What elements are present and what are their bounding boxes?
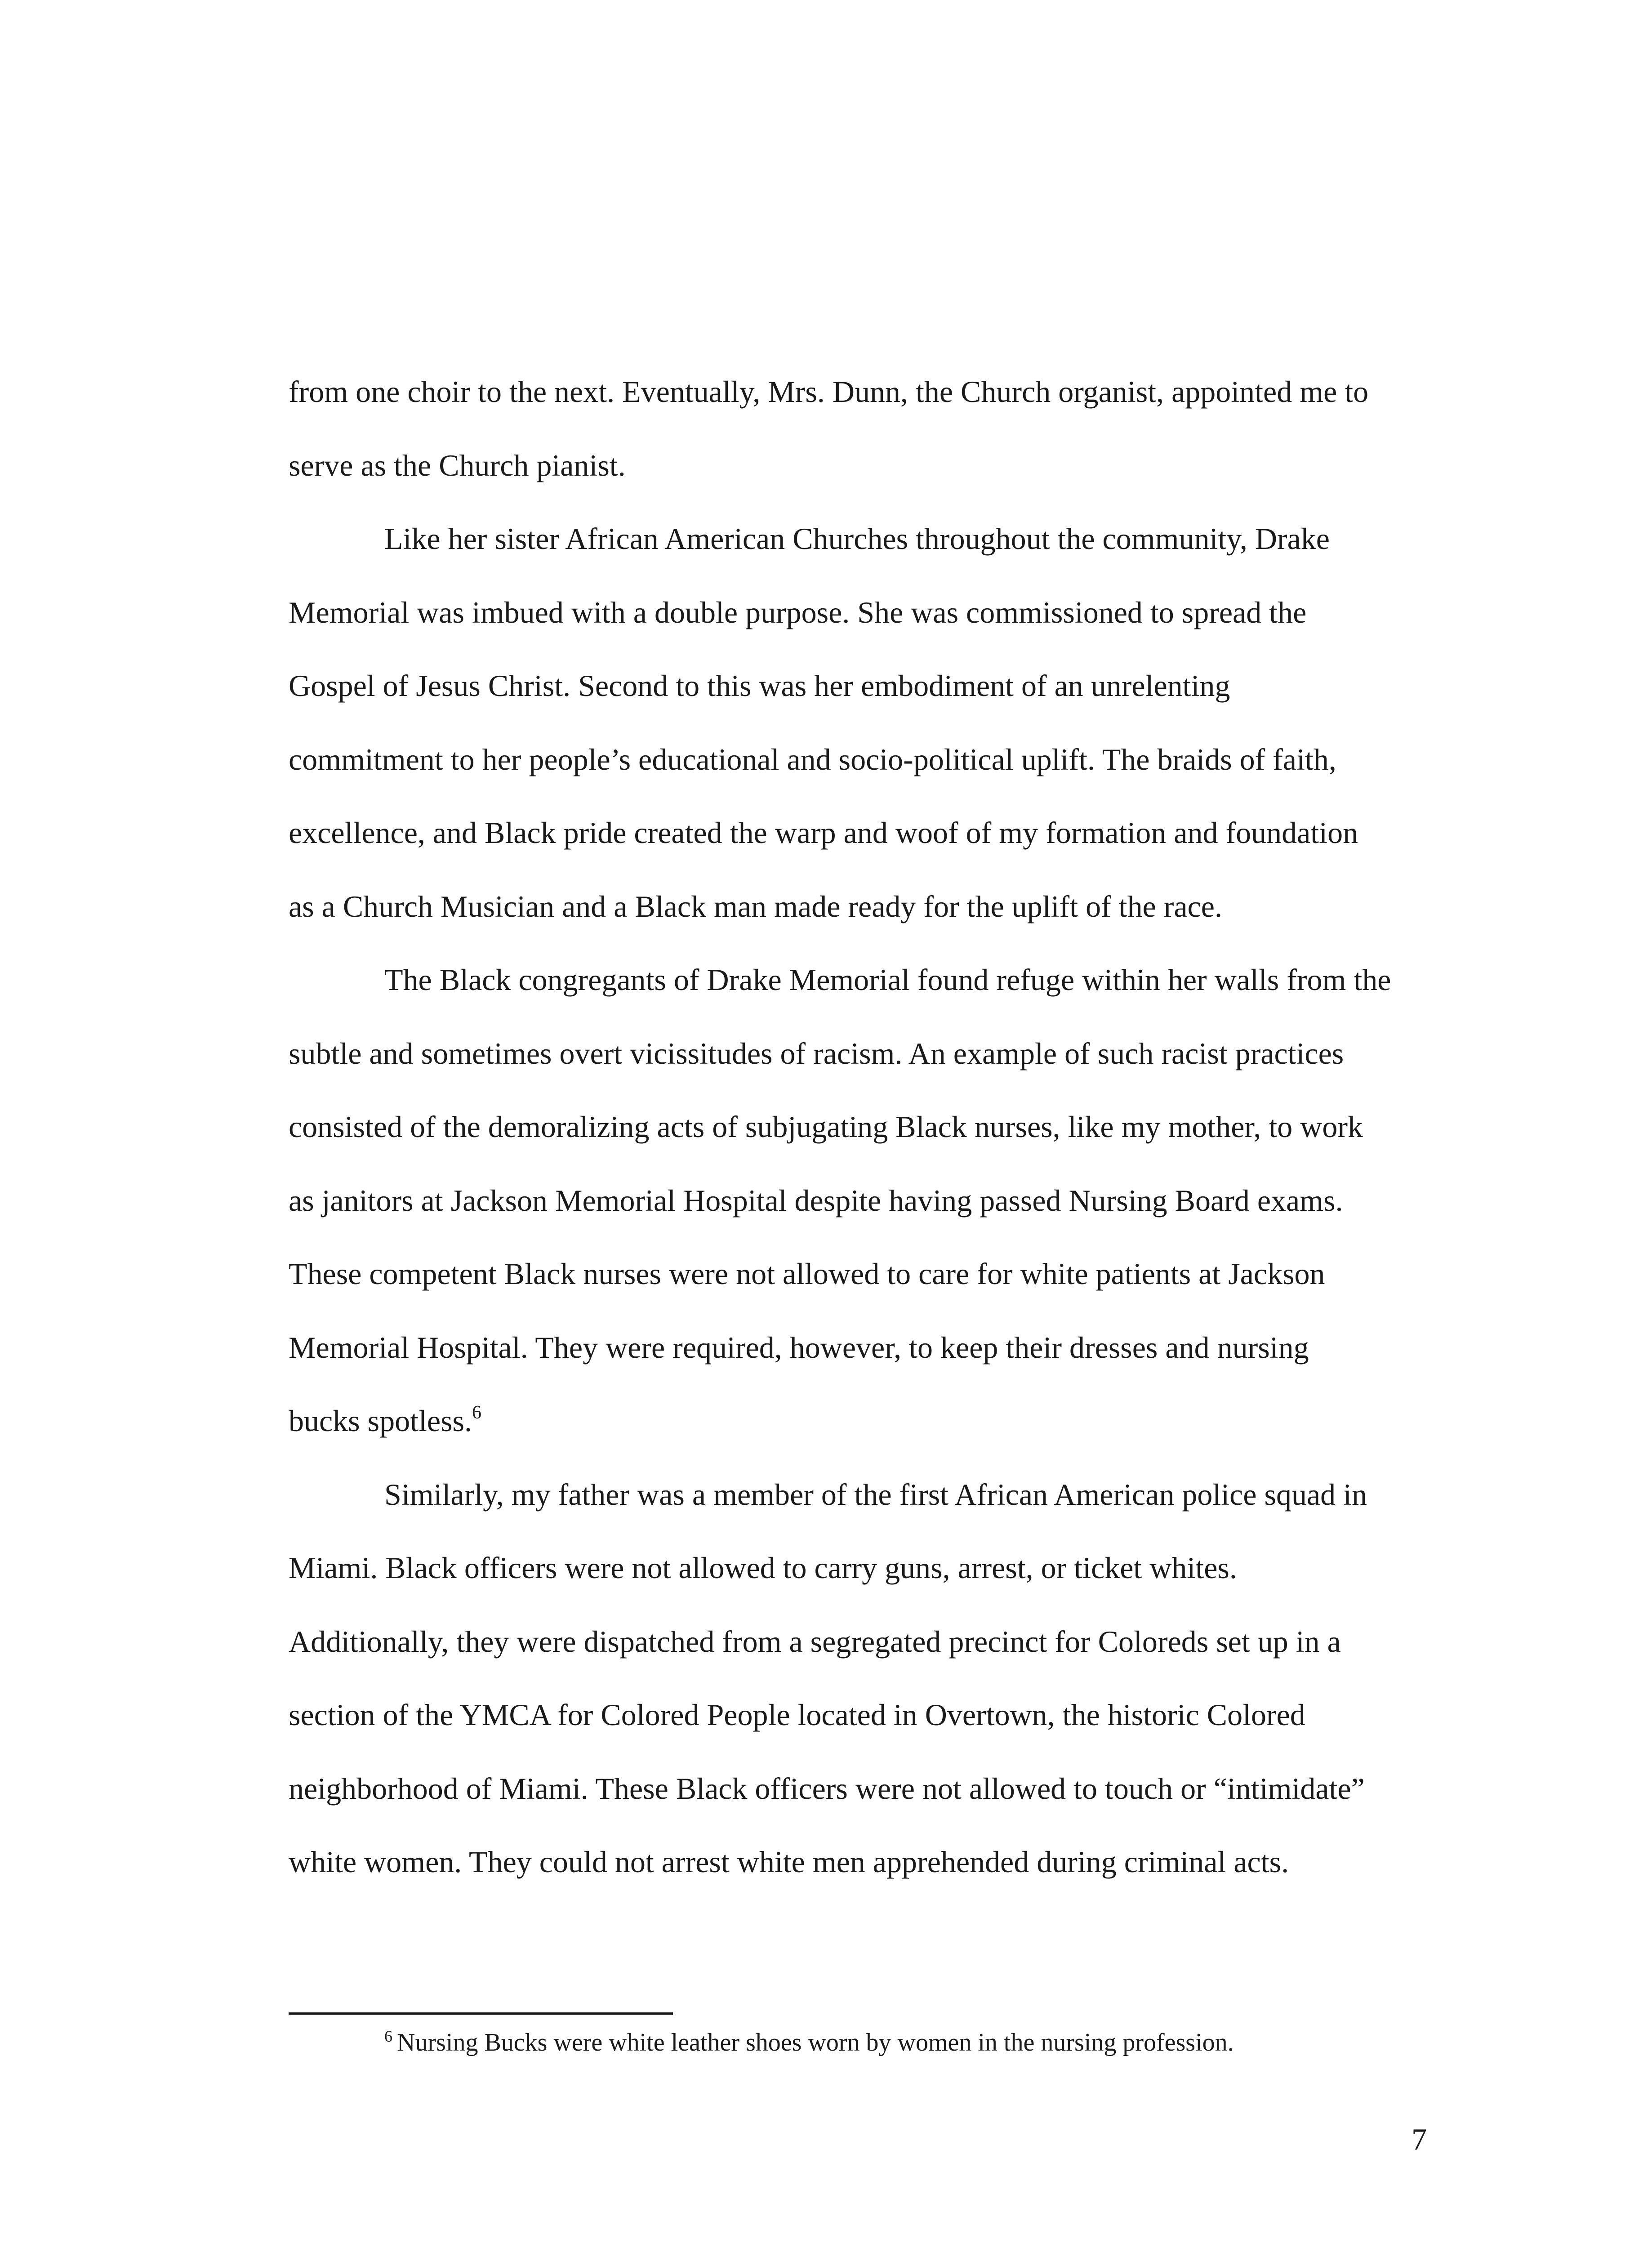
footnote-divider (289, 2012, 673, 2015)
footnote (384, 2027, 1463, 2058)
body-text (289, 355, 1439, 1899)
footnote-text: Nursing Bucks were white leather shoes worn by women in the nursing profession. (397, 2029, 1234, 2056)
footnote-reference[interactable]: 6 (472, 1402, 481, 1423)
paragraph-2: Like her sister African American Churches throughout the community, Drake Memorial was imbued with a double purpose. She was commissioned to spread the Gospel of Jesus Christ. Second to this was her embodiment of an unrelenting commitment to her people’s educational and socio-political uplift. The braids of faith, excellence, and Black pride created the warp and woof of my formation and foundation as a Church Musician and a Black man made ready for the uplift of the race. (289, 522, 1358, 923)
paragraph-3-text: The Black congregants of Drake Memorial found refuge within her walls from the subtle and sometimes overt vicissitudes of racism. An example of such racist practices consisted of the demoralizing acts of subjugating Black nurses, like my mother, to work as janitors at Jackson Memorial Hospital despite having passed Nursing Board exams. These competent Black nurses were not allowed to care for white patients at Jackson Memorial Hospital. They were required, however, to keep their dresses and nursing bucks spotless. (289, 963, 1391, 1438)
paragraph-3 (289, 943, 1439, 1458)
footnote-number: 6 (384, 2027, 392, 2046)
paragraph-4: Similarly, my father was a member of the first African American police squad in Miami. Black officers were not allowed to carry guns, arrest, or ticket whites. Additionally, they were dispatched from a segregated precinct for Coloreds set up in a section of the YMCA for Colored People located in Overtown, the historic Colored neighborhood of Miami. These Black officers were not allowed to touch or “intimidate” white women. They could not arrest white men apprehended during criminal acts. (289, 1477, 1367, 1879)
page-number: 7 (1412, 2122, 1427, 2156)
paragraph-1: from one choir to the next. Eventually, Mrs. Dunn, the Church organist, appointed me to serve as the Church pianist. (289, 375, 1369, 482)
